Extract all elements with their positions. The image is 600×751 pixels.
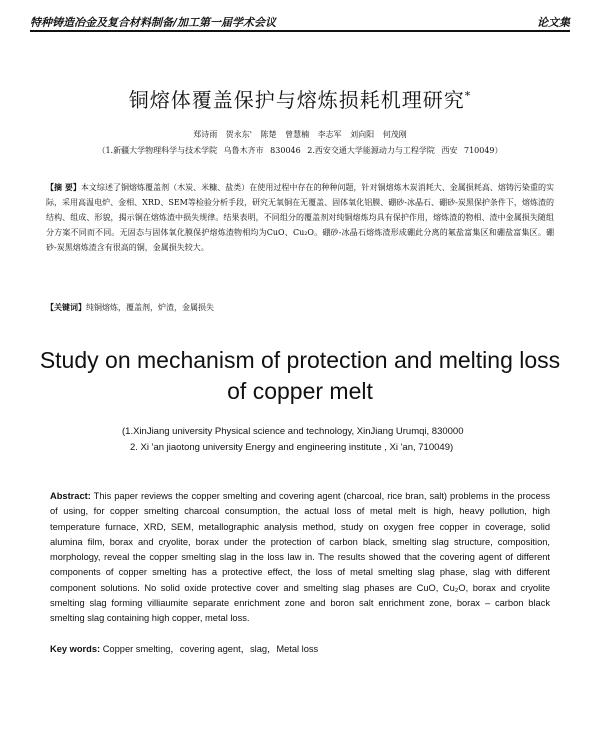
english-title: Study on mechanism of protection and melting loss of copper melt [39, 347, 561, 404]
chinese-keywords-label: 【关键词】 [46, 302, 86, 312]
chinese-abstract-text: 本文综述了铜熔炼覆盖剂（木炭、米糠、盐类）在使用过程中存在的种种问题，针对铜熔炼木炭消耗大、金属损耗高、熔铸污染重的实际，采用高温电炉、金相、XRD、SEM等检验分析手段，研究无氧铜在无覆盖、固体氧化铝膜、硼砂-冰晶石、硼砂-炭黑保护条件下，熔炼渣的结构、组成、形貌，揭示铜在熔炼渣中损失规律。结果表明，不同组分的覆盖剂对纯铜熔炼均具有保护作用，熔炼渣的物相、渣中金属损失随组分方案不同而不同。无固态与固体氧化膜保护熔炼渣物相均为CuO、Cu₂O。硼砂-冰晶石熔炼渣形成硼此分离的氟盐富集区和硼盐富集区。硼砂-炭黑熔炼渣含有很高的铜，金属损失较大。 [46, 183, 554, 252]
english-affiliation-line-1: (1.XinJiang university Physical science and technology, XinJiang Urumqi, 830000 [122, 426, 464, 437]
header-rule [30, 30, 570, 32]
chinese-keywords-text: 纯铜熔炼，覆盖剂，炉渣，金属损失 [86, 303, 214, 312]
english-abstract-text: This paper reviews the copper smelting and covering agent (charcoal, rice bran, salt) problems in the process of using, for copper smelting charcoal consumption, the actual loss of metal melt is high, heavy pollution, high temperature furnace, XRD, SEM, metallographic analysis method, study on oxygen free copper in coverage, solid alumina film, borax and cryolite, borax under the protection of carbon black, smelting slag structure, composition, morphology, reveal the copper smelting slag in the loss law in. The results showed that the covering agent of different components of copper smelting has a protective effect, the loss of metal smelting slag phase, slag with different component solutions. No solid oxide protective cover and smelting slag phases are CuO, Cu₂O, borax and cryolite smelting slag forming villiaumite separate enrichment zone and boron salt enrichment zone, borax – carbon black smelting slag containing high copper, metal loss. [50, 491, 550, 624]
english-keywords-text: Copper smelting，covering agent，slag，Metal loss [102, 644, 319, 654]
english-abstract [50, 489, 550, 627]
chinese-title [0, 84, 600, 113]
english-abstract-label: Abstract: [50, 491, 91, 501]
english-keywords-label: Key words: [50, 644, 101, 654]
chinese-abstract [46, 180, 554, 255]
header-section: 论文集 [537, 16, 570, 29]
chinese-affiliation: （1.新疆大学物理科学与技术学院 乌鲁木齐市 830046 2.西安交通大学能源动力与工程学院 西安 710049） [97, 146, 503, 155]
chinese-abstract-label: 【摘 要】 [46, 182, 81, 192]
chinese-authors: 郑诗雨 贺永东' 陈楚 曾慧楠 李志军 刘向阳 何茂刚 [193, 130, 407, 139]
title-footnote-mark: * [464, 89, 472, 103]
running-header [30, 10, 570, 30]
chinese-keywords [46, 300, 554, 315]
english-affiliation-line-2: 2. Xi 'an jiaotong university Energy and engineering institute , Xi 'an, 710049) [130, 442, 454, 453]
header-conference: 特种铸造冶金及复合材料制备/加工第一届学术会议 [30, 16, 277, 29]
english-keywords [50, 641, 550, 655]
chinese-title-text: 铜熔体覆盖保护与熔炼损耗机理研究 [128, 88, 465, 112]
